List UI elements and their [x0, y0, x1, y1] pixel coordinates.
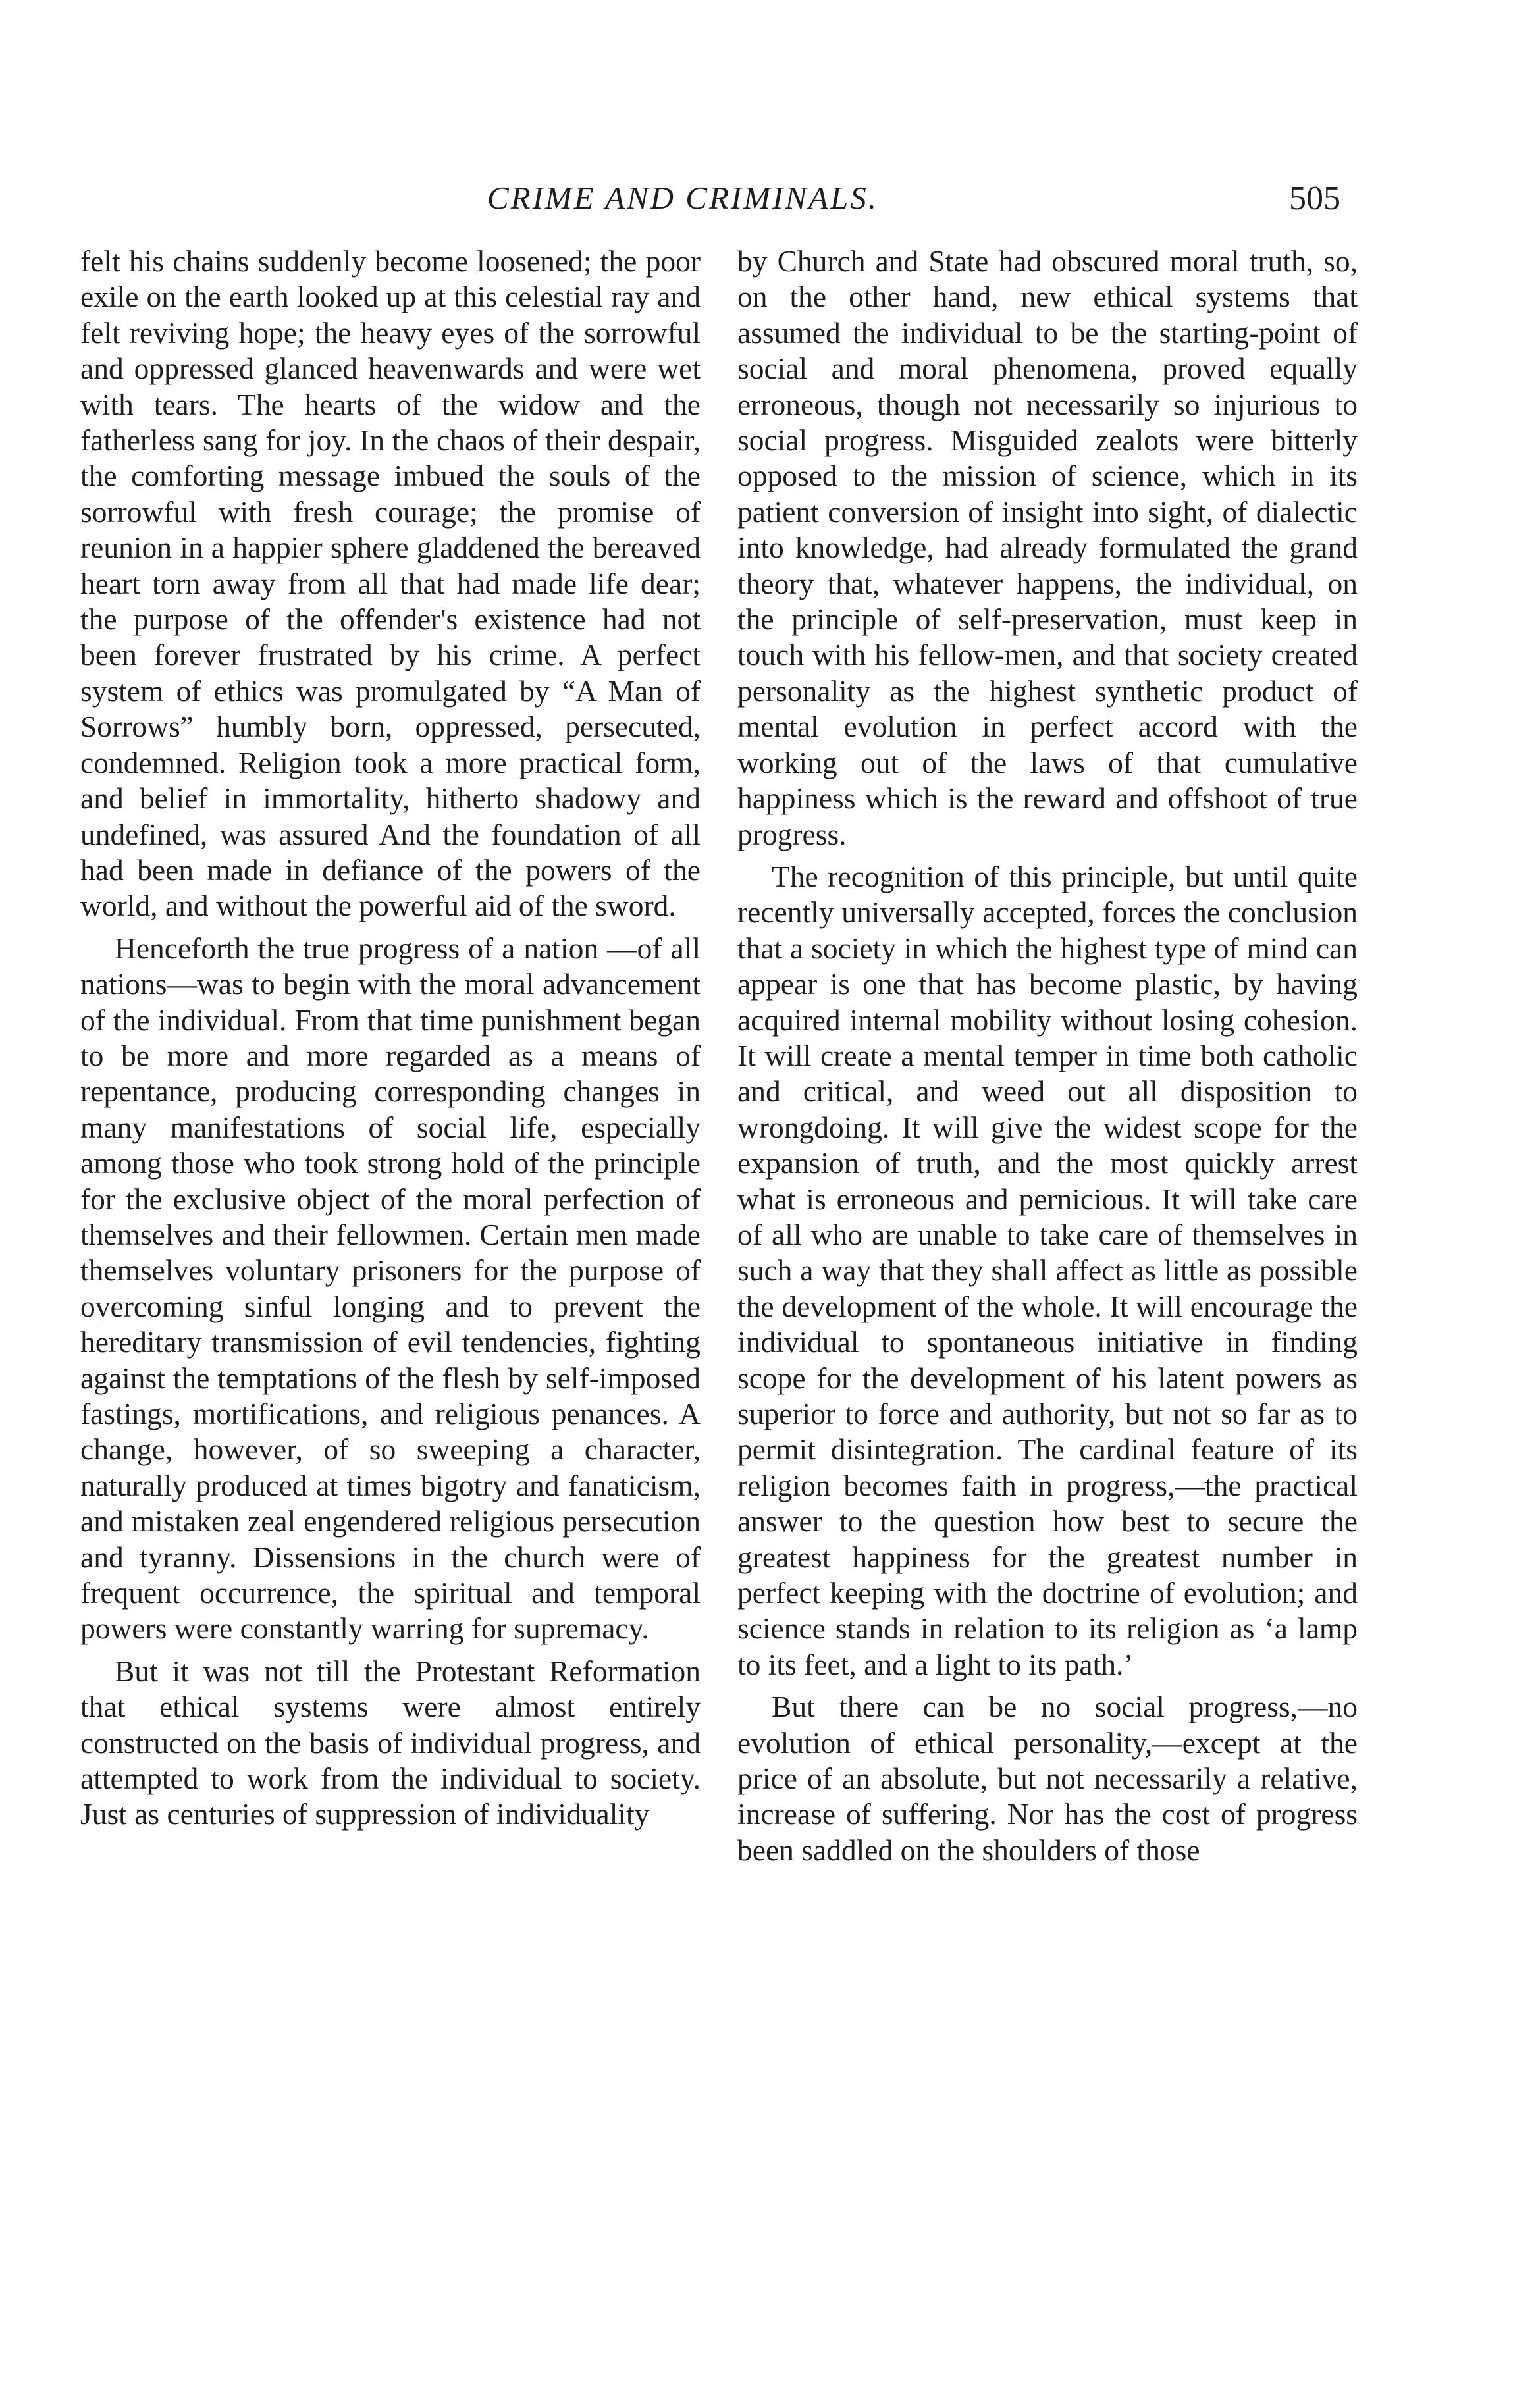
page-number: 505 [1289, 180, 1340, 217]
left-paragraph-1: felt his chains suddenly become loosened; the poor exile on the earth looked up at this celestial ray and felt reviving hope; the heavy eyes of the sorrowful and oppressed glanced heavenwards and were wet with tears. The hearts of the widow and the fatherless sang for joy. In the chaos of their despair, the comforting message imbued the souls of the sorrowful with fresh courage; the promise of reunion in a happier sphere gladdened the bereaved heart torn away from all that had made life dear; the purpose of the offender's existence had not been forever frustrated by his crime. A perfect system of ethics was promulgated by “A Man of Sorrows” humbly born, oppressed, persecuted, condemned. Religion took a more practical form, and belief in immortality, hitherto shadowy and undefined, was assured And the foundation of all had been made in defiance of the powers of the world, and without the powerful aid of the sword. [80, 244, 701, 923]
right-column [737, 244, 1358, 1868]
left-column [80, 244, 701, 1833]
right-paragraph-2: The recognition of this principle, but until quite recently universally accepted, forces the conclusion that a society in which the highest type of mind can appear is one that has become plastic, by having acquired internal mobility without losing cohesion. It will create a mental temper in time both catholic and critical, and weed out all disposition to wrongdoing. It will give the widest scope for the expansion of truth, and the most quickly arrest what is erroneous and pernicious. It will take care of all who are unable to take care of themselves in such a way that they shall affect as little as possible the development of the whole. It will encourage the individual to spontaneous initiative in finding scope for the development of his latent powers as superior to force and authority, but not so far as to permit disintegration. The cardinal feature of its religion becomes faith in progress,—the practical answer to the question how best to secure the greatest happiness for the greatest number in perfect keeping with the doctrine of evolution; and science stands in relation to its religion as ‘a lamp to its feet, and a light to its path.’ [737, 859, 1358, 1681]
right-paragraph-1: by Church and State had obscured moral truth, so, on the other hand, new ethical systems that assumed the individual to be the starting-point of social and moral phenomena, proved equally erroneous, though not necessarily so injurious to social progress. Misguided zealots were bitterly opposed to the mission of science, which in its patient conversion of insight into sight, of dialectic into knowledge, had already formulated the grand theory that, whatever happens, the individual, on the principle of self-preservation, must keep in touch with his fellow-men, and that society created personality as the highest synthetic product of mental evolution in perfect accord with the working out of the laws of that cumulative happiness which is the reward and offshoot of true progress. [737, 244, 1358, 851]
right-paragraph-3: But there can be no social progress,—no evolution of ethical personality,—except at the price of an absolute, but not necessarily a relative, increase of suffering. Nor has the cost of progress been saddled on the shoulders of those [737, 1690, 1358, 1867]
left-paragraph-3: But it was not till the Protestant Reformation that ethical systems were almost entirely constructed on the basis of individual progress, and attempted to work from the individual to society. Just as centuries of suppression of individuality [80, 1654, 701, 1831]
left-paragraph-2: Henceforth the true progress of a nation —of all nations—was to begin with the moral advancement of the individual. From that time punishment began to be more and more regarded as a means of repentance, producing corresponding changes in many manifestations of social life, especially among those who took strong hold of the principle for the exclusive object of the moral perfection of themselves and their fellowmen. Certain men made themselves voluntary prisoners for the purpose of overcoming sinful longing and to prevent the hereditary transmission of evil tendencies, fighting against the temptations of the flesh by self-imposed fastings, mortifications, and religious penances. A change, however, of so sweeping a character, naturally produced at times bigotry and fanaticism, and mistaken zeal engendered religious persecution and tyranny. Dissensions in the church were of frequent occurrence, the spiritual and temporal powers were constantly warring for supremacy. [80, 931, 701, 1646]
running-title: CRIME AND CRIMINALS. [487, 180, 878, 216]
